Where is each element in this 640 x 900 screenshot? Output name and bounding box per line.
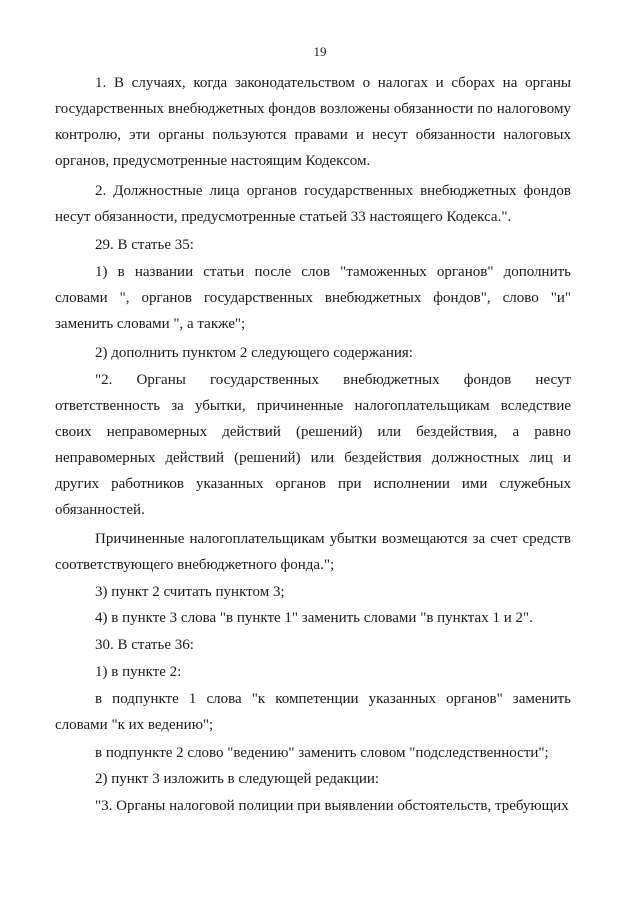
- page-number: 19: [313, 44, 327, 59]
- paragraph-11: 1) в пункте 2:: [95, 664, 182, 680]
- paragraph-13: в подпункте 2 слово "ведению" заменить словом "подследственности";: [95, 745, 549, 761]
- paragraph-6: "2. Органы государственных внебюджетных фондов несут ответственность за убытки, причиненные налогоплательщикам вследствие своих неправомерных действий (решений) или бездействия, а равно неправомерных действий (решений) или бездействия должностных лиц и других работников указанных органов при исполнении ими служебных обязанностей.: [55, 372, 571, 518]
- paragraph-9: 4) в пункте 3 слова "в пункте 1" заменить словами "в пунктах 1 и 2".: [95, 610, 533, 626]
- paragraph-5: 2) дополнить пунктом 2 следующего содержания:: [95, 345, 413, 361]
- paragraph-15: "3. Органы налоговой полиции при выявлении обстоятельств, требующих: [95, 798, 569, 814]
- paragraph-3: 29. В статье 35:: [95, 237, 194, 253]
- paragraph-2: 2. Должностные лица органов государственных внебюджетных фондов несут обязанности, предусмотренные статьей 33 настоящего Кодекса.".: [55, 183, 571, 225]
- paragraph-8: 3) пункт 2 считать пунктом 3;: [95, 584, 285, 600]
- paragraph-7: Причиненные налогоплательщикам убытки возмещаются за счет средств соответствующего внебюджетного фонда.";: [55, 531, 571, 573]
- paragraph-10: 30. В статье 36:: [95, 637, 194, 653]
- paragraph-12: в подпункте 1 слова "к компетенции указанных органов" заменить словами "к их ведению";: [55, 691, 571, 733]
- paragraph-1: 1. В случаях, когда законодательством о налогах и сборах на органы государственных внебюджетных фондов возложены обязанности по налоговому контролю, эти органы пользуются правами и несут обязанности налоговых органов, предусмотренные настоящим Кодексом.: [55, 75, 571, 169]
- paragraph-14: 2) пункт 3 изложить в следующей редакции:: [95, 771, 380, 787]
- paragraph-4: 1) в названии статьи после слов "таможенных органов" дополнить словами ", органов государственных внебюджетных фондов", слово "и" заменить словами ", а также";: [55, 264, 571, 332]
